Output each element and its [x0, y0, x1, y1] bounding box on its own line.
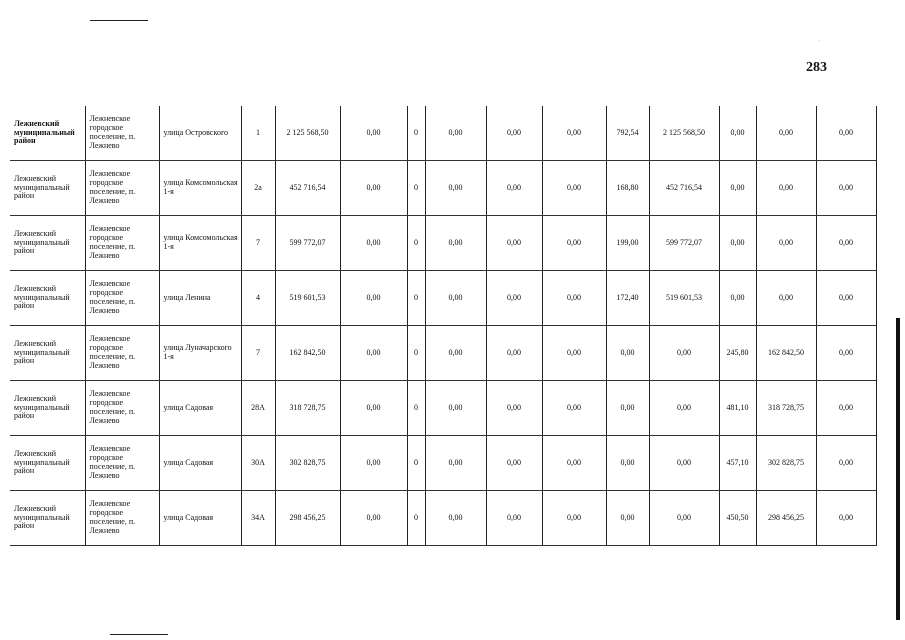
value-cell-7: 0,00	[649, 436, 719, 491]
region-cell: Лежневский муниципальный район	[10, 161, 85, 216]
value-cell-9: 298 456,25	[756, 491, 816, 546]
table-row	[10, 436, 876, 491]
value-cell-7: 0,00	[649, 381, 719, 436]
street-cell: улица Комсомольская 1-я	[159, 161, 241, 216]
value-cell-5: 0,00	[542, 161, 606, 216]
value-cell-9: 0,00	[756, 161, 816, 216]
table-row	[10, 161, 876, 216]
value-cell-4: 0,00	[486, 216, 542, 271]
value-cell-8: 481,10	[719, 381, 756, 436]
value-cell-6: 199,00	[606, 216, 649, 271]
value-cell-2: 0	[407, 161, 425, 216]
value-cell-10: 0,00	[816, 106, 876, 161]
value-cell-8: 450,50	[719, 491, 756, 546]
street-cell: улица Луначарского 1-я	[159, 326, 241, 381]
value-cell-10: 0,00	[816, 491, 876, 546]
value-cell-10: 0,00	[816, 271, 876, 326]
settlement-cell: Лежневское городское поселение, п. Лежнево	[85, 271, 159, 326]
house-number-cell: 34А	[241, 491, 275, 546]
value-cell-1: 0,00	[340, 216, 407, 271]
table-row	[10, 106, 876, 161]
value-cell-9: 0,00	[756, 271, 816, 326]
value-cell-7: 599 772,07	[649, 216, 719, 271]
value-cell-2: 0	[407, 271, 425, 326]
value-cell-2: 0	[407, 381, 425, 436]
value-cell-8: 0,00	[719, 161, 756, 216]
value-cell-2: 0	[407, 436, 425, 491]
value-cell-4: 0,00	[486, 271, 542, 326]
region-cell: Лежневский муниципальный район	[10, 491, 85, 546]
value-cell-10: 0,00	[816, 326, 876, 381]
value-cell-1: 0,00	[340, 436, 407, 491]
region-cell: Лежневский муниципальный район	[10, 216, 85, 271]
value-cell-5: 0,00	[542, 106, 606, 161]
value-cell-8: 457,10	[719, 436, 756, 491]
value-cell-3: 0,00	[425, 436, 486, 491]
settlement-cell: Лежневское городское поселение, п. Лежнево	[85, 491, 159, 546]
scan-mark-bottom	[110, 634, 168, 635]
value-cell-3: 0,00	[425, 161, 486, 216]
scan-mark-top	[90, 20, 148, 21]
region-cell: Лежневский муниципальный район	[10, 271, 85, 326]
house-number-cell: 2а	[241, 161, 275, 216]
value-cell-1: 0,00	[340, 381, 407, 436]
house-number-cell: 1	[241, 106, 275, 161]
value-cell-1: 0,00	[340, 326, 407, 381]
value-cell-2: 0	[407, 326, 425, 381]
value-cell-6: 168,80	[606, 161, 649, 216]
value-cell-4: 0,00	[486, 491, 542, 546]
settlement-cell: Лежневское городское поселение, п. Лежнево	[85, 436, 159, 491]
house-number-cell: 4	[241, 271, 275, 326]
value-cell-7: 0,00	[649, 326, 719, 381]
data-table	[10, 106, 877, 546]
table-row	[10, 271, 876, 326]
total-amount-cell: 318 728,75	[275, 381, 340, 436]
settlement-cell: Лежневское городское поселение, п. Лежнево	[85, 216, 159, 271]
total-amount-cell: 162 842,50	[275, 326, 340, 381]
value-cell-6: 0,00	[606, 491, 649, 546]
table-row	[10, 216, 876, 271]
street-cell: улица Садовая	[159, 491, 241, 546]
value-cell-3: 0,00	[425, 106, 486, 161]
total-amount-cell: 452 716,54	[275, 161, 340, 216]
value-cell-1: 0,00	[340, 161, 407, 216]
page-number: 283	[806, 60, 827, 75]
street-cell: улица Комсомольская 1-я	[159, 216, 241, 271]
value-cell-10: 0,00	[816, 216, 876, 271]
value-cell-1: 0,00	[340, 491, 407, 546]
value-cell-6: 0,00	[606, 436, 649, 491]
value-cell-5: 0,00	[542, 381, 606, 436]
value-cell-8: 0,00	[719, 106, 756, 161]
value-cell-7: 519 601,53	[649, 271, 719, 326]
table-row	[10, 326, 876, 381]
value-cell-8: 0,00	[719, 271, 756, 326]
value-cell-9: 302 828,75	[756, 436, 816, 491]
total-amount-cell: 519 601,53	[275, 271, 340, 326]
value-cell-4: 0,00	[486, 436, 542, 491]
value-cell-5: 0,00	[542, 216, 606, 271]
value-cell-5: 0,00	[542, 436, 606, 491]
value-cell-6: 0,00	[606, 326, 649, 381]
house-number-cell: 30А	[241, 436, 275, 491]
settlement-cell: Лежневское городское поселение, п. Лежнево	[85, 106, 159, 161]
value-cell-1: 0,00	[340, 106, 407, 161]
value-cell-8: 0,00	[719, 216, 756, 271]
value-cell-6: 792,54	[606, 106, 649, 161]
total-amount-cell: 599 772,07	[275, 216, 340, 271]
value-cell-8: 245,80	[719, 326, 756, 381]
value-cell-10: 0,00	[816, 436, 876, 491]
house-number-cell: 7	[241, 326, 275, 381]
value-cell-3: 0,00	[425, 326, 486, 381]
value-cell-6: 172,40	[606, 271, 649, 326]
region-cell: Лежневский муниципальный район	[10, 381, 85, 436]
settlement-cell: Лежневское городское поселение, п. Лежнево	[85, 381, 159, 436]
region-cell: Лежневский муниципальный район	[10, 326, 85, 381]
value-cell-9: 0,00	[756, 216, 816, 271]
value-cell-3: 0,00	[425, 381, 486, 436]
value-cell-4: 0,00	[486, 326, 542, 381]
value-cell-9: 318 728,75	[756, 381, 816, 436]
street-cell: улица Садовая	[159, 381, 241, 436]
street-cell: улица Островского	[159, 106, 241, 161]
value-cell-5: 0,00	[542, 326, 606, 381]
value-cell-10: 0,00	[816, 161, 876, 216]
value-cell-2: 0	[407, 106, 425, 161]
table-row	[10, 491, 876, 546]
value-cell-2: 0	[407, 491, 425, 546]
street-cell: улица Садовая	[159, 436, 241, 491]
settlement-cell: Лежневское городское поселение, п. Лежнево	[85, 161, 159, 216]
value-cell-6: 0,00	[606, 381, 649, 436]
house-number-cell: 7	[241, 216, 275, 271]
value-cell-9: 0,00	[756, 106, 816, 161]
value-cell-3: 0,00	[425, 271, 486, 326]
value-cell-4: 0,00	[486, 161, 542, 216]
value-cell-2: 0	[407, 216, 425, 271]
region-cell: Лежневский муниципальный район	[10, 106, 85, 161]
total-amount-cell: 298 456,25	[275, 491, 340, 546]
region-cell: Лежневский муниципальный район	[10, 436, 85, 491]
value-cell-7: 0,00	[649, 491, 719, 546]
house-number-cell: 28А	[241, 381, 275, 436]
value-cell-5: 0,00	[542, 271, 606, 326]
total-amount-cell: 302 828,75	[275, 436, 340, 491]
table-row	[10, 381, 876, 436]
scan-speck: ·	[818, 38, 820, 44]
scan-edge-bar	[896, 318, 900, 620]
street-cell: улица Ленина	[159, 271, 241, 326]
total-amount-cell: 2 125 568,50	[275, 106, 340, 161]
value-cell-4: 0,00	[486, 106, 542, 161]
value-cell-3: 0,00	[425, 491, 486, 546]
value-cell-10: 0,00	[816, 381, 876, 436]
settlement-cell: Лежневское городское поселение, п. Лежнево	[85, 326, 159, 381]
value-cell-7: 2 125 568,50	[649, 106, 719, 161]
value-cell-4: 0,00	[486, 381, 542, 436]
value-cell-9: 162 842,50	[756, 326, 816, 381]
value-cell-1: 0,00	[340, 271, 407, 326]
value-cell-3: 0,00	[425, 216, 486, 271]
value-cell-5: 0,00	[542, 491, 606, 546]
value-cell-7: 452 716,54	[649, 161, 719, 216]
